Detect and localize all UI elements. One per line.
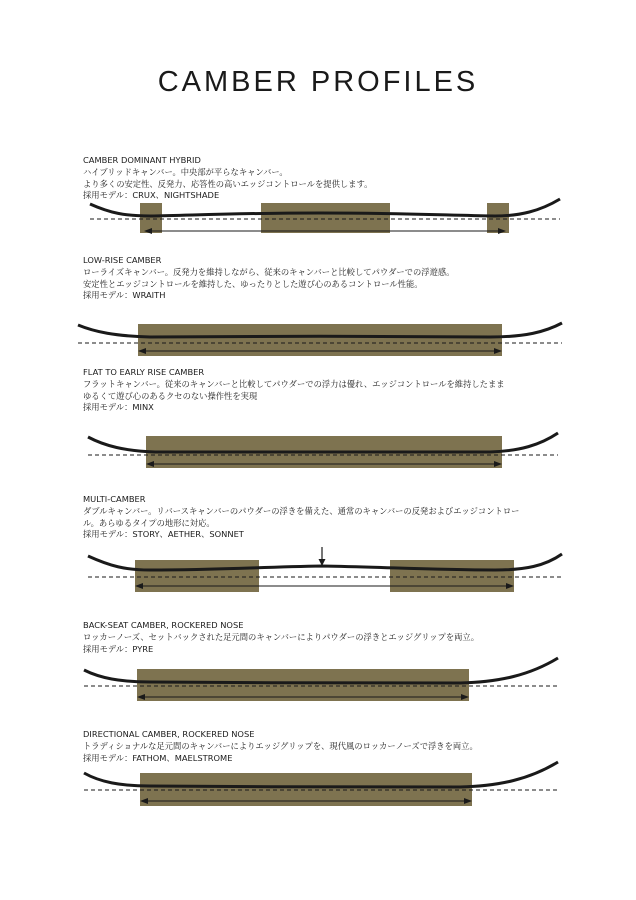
contact-block — [390, 560, 514, 592]
profile-models: 採用モデル：WRAITH — [83, 290, 166, 301]
profile-description: ゆるくて遊び心のあるクセのない操作性を実現 — [83, 390, 258, 401]
profile-models: 採用モデル：PYRE — [83, 643, 154, 654]
profile-description: ル。あらゆるタイプの地形に対応。 — [83, 517, 215, 528]
profile-multi-camber — [0, 494, 636, 624]
camber-diagram — [0, 367, 636, 497]
profile-flat-to-early-rise-camber — [0, 367, 636, 497]
profile-name: BACK-SEAT CAMBER, ROCKERED NOSE — [83, 620, 244, 630]
profile-name: LOW-RISE CAMBER — [83, 255, 162, 265]
profile-low-rise-camber — [0, 255, 636, 385]
profile-name: CAMBER DOMINANT HYBRID — [83, 155, 201, 165]
profile-models: 採用モデル：MINX — [83, 402, 154, 413]
profile-models: 採用モデル：CRUX、NIGHTSHADE — [83, 190, 220, 201]
profile-description: ダブルキャンバー。リバースキャンバーのパウダーの浮きを備えた、通常のキャンバーの反発およびエッジコントロー — [83, 505, 520, 516]
profile-description: ロッカーノーズ、セットバックされた足元間のキャンバーによりパウダーの浮きとエッジグリップを両立。 — [83, 631, 480, 642]
page-title: CAMBER PROFILES — [157, 66, 479, 98]
camber-diagram — [0, 494, 636, 624]
profile-description: 安定性とエッジコントロールを維持した、ゆったりとした遊び心のあるコントロール性能。 — [83, 278, 423, 289]
profile-models: 採用モデル：FATHOM、MAELSTROME — [83, 752, 233, 763]
contact-block — [137, 669, 469, 701]
contact-block — [135, 560, 259, 592]
camber-diagram — [0, 255, 636, 385]
profile-description: フラットキャンバー。従来のキャンバーと比較してパウダーでの浮力は優れ、エッジコントロールを維持したまま — [83, 378, 505, 389]
profile-name: FLAT TO EARLY RISE CAMBER — [83, 367, 205, 377]
profile-description: ハイブリッドキャンバー。中央部が平らなキャンバー。 — [83, 166, 288, 177]
profile-name: DIRECTIONAL CAMBER, ROCKERED NOSE — [83, 729, 255, 739]
profile-description: より多くの安定性、反発力、応答性の高いエッジコントロールを提供します。 — [83, 178, 373, 189]
profile-models: 採用モデル：STORY、AETHER、SONNET — [83, 529, 244, 540]
center-arrow — [319, 547, 326, 566]
profile-description: ローライズキャンバー。反発力を維持しながら、従来のキャンバーと比較してパウダーでの浮遊感。 — [83, 266, 455, 277]
contact-block — [261, 203, 390, 233]
camber-diagram — [0, 729, 636, 859]
profile-directional-camber-rockered-nose — [0, 729, 636, 859]
profile-name: MULTI-CAMBER — [83, 494, 146, 504]
profile-description: トラディショナルな足元間のキャンバーによりエッジグリップを、現代風のロッカーノーズで浮きを両立。 — [83, 740, 478, 751]
